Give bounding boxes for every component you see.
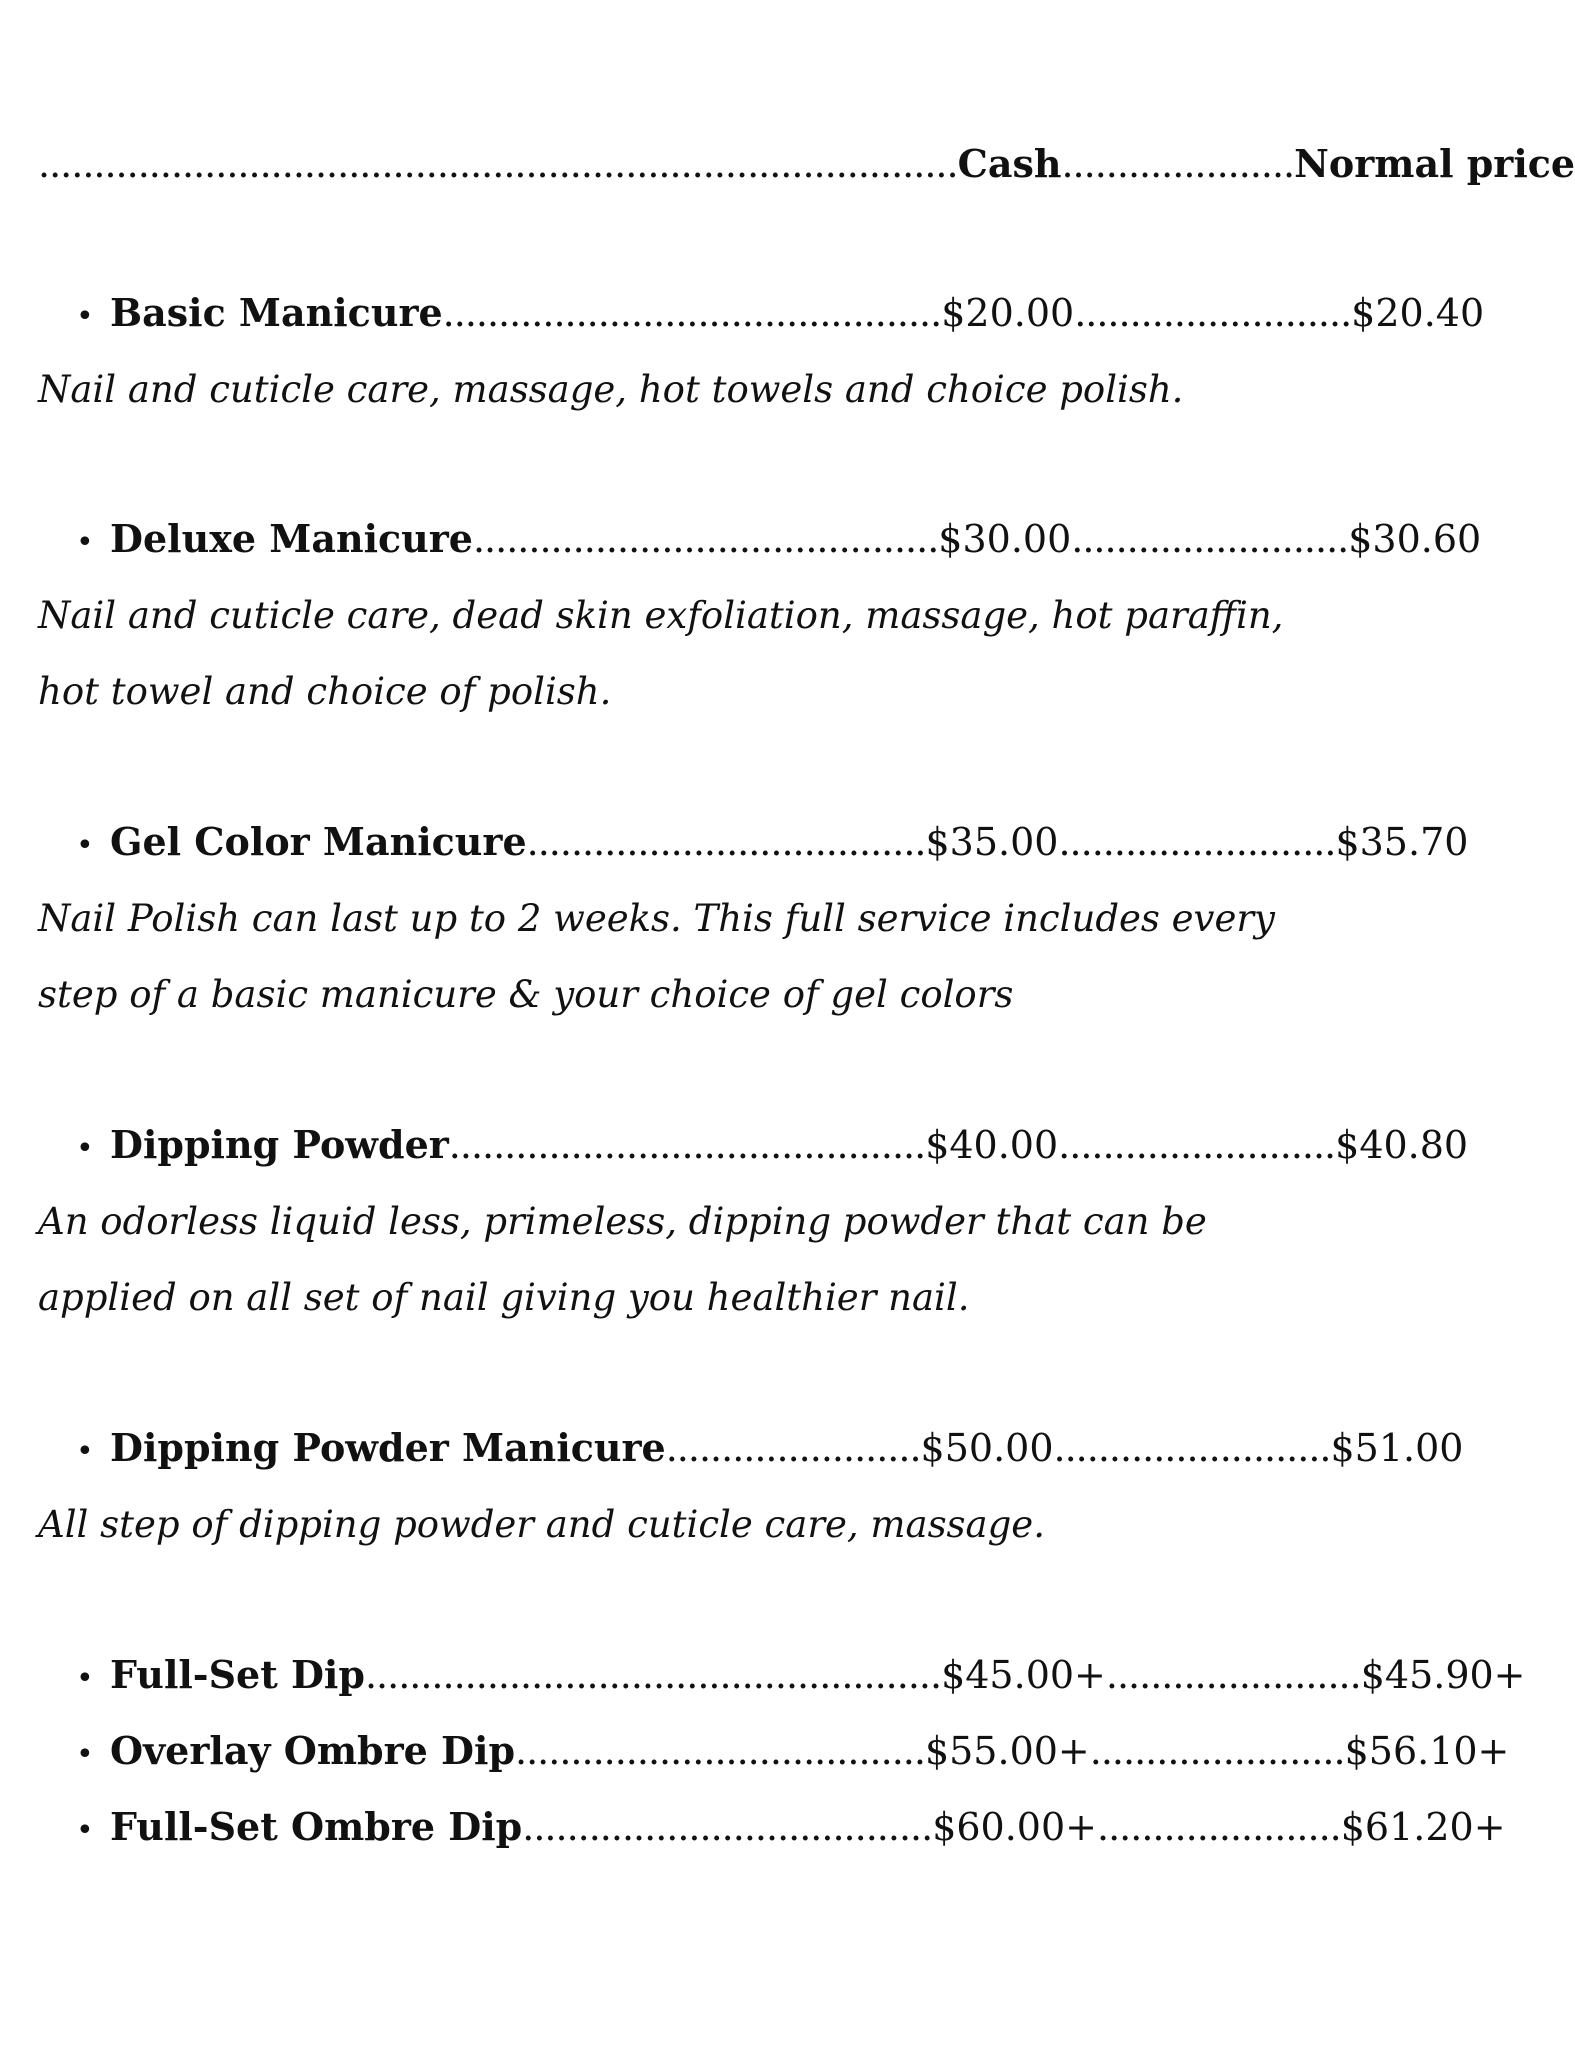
service-row-full-set-ombre-dip bbox=[76, 1797, 1506, 1861]
service-row-dipping-powder-manicure bbox=[76, 1418, 1463, 1482]
service-row-overlay-ombre-dip bbox=[76, 1721, 1509, 1785]
leader-dots: ........................................... bbox=[448, 1123, 926, 1167]
service-description: All step of dipping powder and cuticle care, massage. bbox=[38, 1503, 1045, 1546]
leader-dots: ......................... bbox=[1058, 820, 1336, 864]
cash-price: $30.00 bbox=[938, 517, 1072, 561]
cash-price: $45.00+ bbox=[941, 1653, 1106, 1697]
header-leader-dots: ................................................................................... bbox=[38, 142, 958, 186]
leader-dots: ............................................. bbox=[442, 291, 942, 335]
service-description: An odorless liquid less, primeless, dipping powder that can be applied on all set of nail giving you healthier nail. bbox=[38, 1200, 1207, 1319]
service-name: Gel Color Manicure bbox=[110, 819, 527, 864]
service-row-gel-color-manicure bbox=[76, 812, 1468, 876]
service-name: Overlay Ombre Dip bbox=[110, 1728, 516, 1773]
cash-price: $20.00 bbox=[941, 291, 1075, 335]
leader-dots: .................................... bbox=[526, 820, 926, 864]
normal-price: $35.70 bbox=[1335, 820, 1469, 864]
bullet-icon: • bbox=[76, 1813, 94, 1848]
normal-price: $51.00 bbox=[1330, 1426, 1464, 1470]
bullet-icon: • bbox=[76, 1737, 94, 1772]
normal-price: $61.20+ bbox=[1340, 1805, 1506, 1849]
cash-price: $40.00 bbox=[925, 1123, 1059, 1167]
bullet-icon: • bbox=[76, 1131, 94, 1166]
service-description: Nail and cuticle care, dead skin exfoliation, massage, hot paraffin, hot towel and choice of polish. bbox=[38, 594, 1284, 713]
service-row-dipping-powder bbox=[76, 1115, 1468, 1179]
normal-price: $20.40 bbox=[1351, 291, 1485, 335]
leader-dots: .................................................... bbox=[364, 1653, 942, 1697]
bullet-icon: • bbox=[76, 828, 94, 863]
bullet-icon: • bbox=[76, 1661, 94, 1696]
bullet-icon: • bbox=[76, 525, 94, 560]
header-mid-dots: ..................... bbox=[1061, 142, 1295, 186]
leader-dots: ....................... bbox=[1089, 1729, 1345, 1773]
service-name: Dipping Powder bbox=[110, 1122, 449, 1167]
leader-dots: ..................................... bbox=[515, 1729, 925, 1773]
service-name: Full-Set Ombre Dip bbox=[110, 1804, 523, 1849]
cash-price: $50.00 bbox=[920, 1426, 1054, 1470]
leader-dots: ......................... bbox=[1058, 1123, 1336, 1167]
leader-dots: ...................... bbox=[1097, 1805, 1341, 1849]
service-description: Nail and cuticle care, massage, hot towels and choice polish. bbox=[38, 368, 1184, 411]
normal-price: $45.90+ bbox=[1360, 1653, 1526, 1697]
cash-column-label: Cash bbox=[957, 141, 1062, 186]
service-name: Full-Set Dip bbox=[110, 1652, 365, 1697]
leader-dots: ......................... bbox=[1053, 1426, 1331, 1470]
normal-price-column-label: Normal price bbox=[1294, 141, 1575, 186]
service-description: Nail Polish can last up to 2 weeks. This full service includes every step of a basic manicure & your choice of gel colors bbox=[38, 897, 1275, 1016]
cash-price: $35.00 bbox=[925, 820, 1059, 864]
normal-price: $40.80 bbox=[1335, 1123, 1469, 1167]
normal-price: $56.10+ bbox=[1344, 1729, 1510, 1773]
cash-price: $55.00+ bbox=[924, 1729, 1090, 1773]
leader-dots: ....................... bbox=[1105, 1653, 1361, 1697]
leader-dots: ......................... bbox=[1074, 291, 1352, 335]
normal-price: $30.60 bbox=[1348, 517, 1482, 561]
service-row-basic-manicure bbox=[76, 283, 1484, 347]
service-name: Basic Manicure bbox=[110, 290, 443, 335]
leader-dots: ......................... bbox=[1071, 517, 1349, 561]
service-name: Dipping Powder Manicure bbox=[110, 1425, 666, 1470]
column-header bbox=[38, 134, 1575, 194]
service-name: Deluxe Manicure bbox=[110, 516, 473, 561]
leader-dots: .......................................... bbox=[472, 517, 939, 561]
leader-dots: ....................... bbox=[665, 1426, 921, 1470]
bullet-icon: • bbox=[76, 1434, 94, 1469]
service-row-full-set-dip bbox=[76, 1645, 1526, 1709]
leader-dots: ..................................... bbox=[522, 1805, 933, 1849]
bullet-icon: • bbox=[76, 299, 94, 334]
cash-price: $60.00+ bbox=[932, 1805, 1097, 1849]
service-row-deluxe-manicure bbox=[76, 509, 1481, 573]
